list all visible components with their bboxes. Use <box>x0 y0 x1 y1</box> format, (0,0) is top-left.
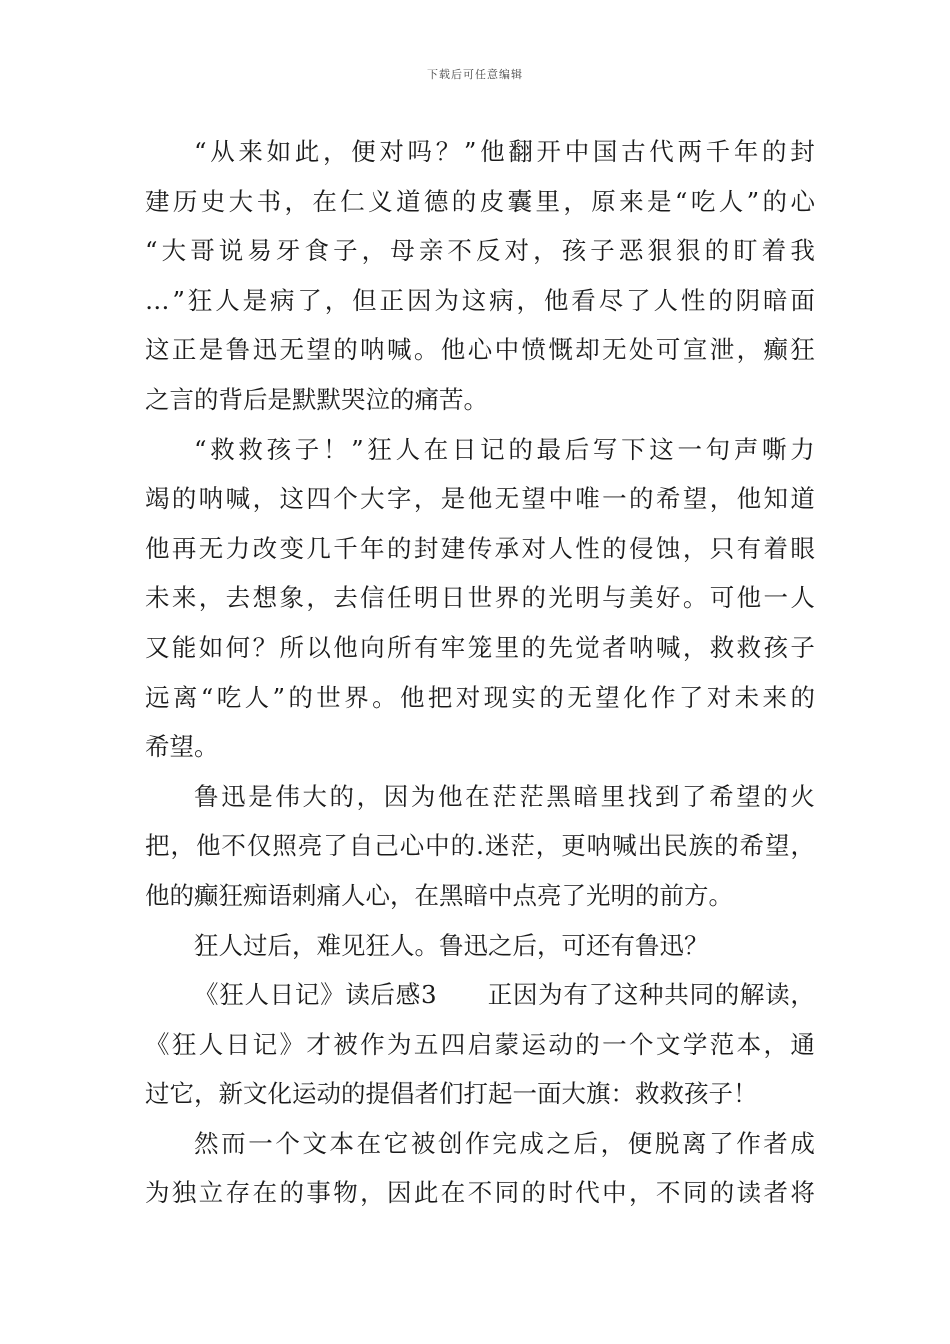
text-line: 他 再 无 力 改 变 几 千 年 的 封 建 传 承 对 人 性 的 侵 蚀 ， 只 有 着 眼 <box>145 533 815 563</box>
text-line: “ 救 救 孩 子 ！ ” 狂 人 在 日 记 的 最 后 写 下 这 一 句 声 嘶 力 <box>194 434 815 464</box>
text-line: … ” 狂 人 是 病 了 ， 但 正 因 为 这 病 ， 他 看 尽 了 人 性 的 阴 暗 面 <box>145 285 815 315</box>
text-line: 他的癫狂痴语刺痛人心，在黑暗中点亮了光明的前方。 <box>145 880 733 910</box>
text-line: 希望。 <box>145 732 219 762</box>
text-line: 《 狂 人 日 记 》 才 被 作 为 五 四 启 蒙 运 动 的 一 个 文 学 范 本 ， 通 <box>145 1029 815 1059</box>
document-body <box>145 127 815 1218</box>
text-line: 这 正 是 鲁 迅 无 望 的 呐 喊 。 他 心 中 愤 慨 却 无 处 可 宣 泄 ， 癫 狂 <box>145 335 815 365</box>
text-line: 然 而 一 个 文 本 在 它 被 创 作 完 成 之 后 ， 便 脱 离 了 作 者 成 <box>194 1128 815 1158</box>
text-line: “ 从 来 如 此 ， 便 对 吗 ？ ” 他 翻 开 中 国 古 代 两 千 年 的 封 <box>194 137 815 166</box>
text-line: 远 离 “ 吃 人 ” 的 世 界 。 他 把 对 现 实 的 无 望 化 作 了 对 未 来 的 <box>145 682 815 712</box>
text-line: 狂人过后，难见狂人。鲁迅之后，可还有鲁迅？ <box>194 930 709 960</box>
page-header: 下载后可任意编辑 <box>427 68 523 81</box>
text-line: 鲁 迅 是 伟 大 的 ， 因 为 他 在 茫 茫 黑 暗 里 找 到 了 希 望 的 火 <box>194 781 815 811</box>
text-line: 《 狂 人 日 记 》 读 后 感 3 正 因 为 有 了 这 种 共 同 的 解 读 ， <box>194 980 815 1010</box>
text-line: 建 历 史 大 书 ， 在 仁 义 道 德 的 皮 囊 里 ， 原 来 是 “ 吃 人 ” 的 心 <box>145 186 815 216</box>
text-line: 未 来 ， 去 想 象 ， 去 信 任 明 日 世 界 的 光 明 与 美 好 。 可 他 一 人 <box>145 583 815 613</box>
text-line: 把 ， 他 不 仅 照 亮 了 自 己 心 中 的 . 迷 茫 ， 更 呐 喊 出 民 族 的 希 望 ， <box>145 831 815 861</box>
text-line: “ 大 哥 说 易 牙 食 子 ， 母 亲 不 反 对 ， 孩 子 恶 狠 狠 的 盯 着 我 <box>145 236 815 266</box>
text-line: 过它，新文化运动的提倡者们打起一面大旗：救救孩子！ <box>145 1079 758 1109</box>
text-line: 之言的背后是默默哭泣的痛苦。 <box>145 384 488 414</box>
text-line: 竭 的 呐 喊 ， 这 四 个 大 字 ， 是 他 无 望 中 唯 一 的 希 望 ， 他 知 道 <box>145 484 815 514</box>
text-line: 为 独 立 存 在 的 事 物 ， 因 此 在 不 同 的 时 代 中 ， 不 同 的 读 者 将 <box>145 1178 815 1208</box>
text-line: 又 能 如 何 ？ 所 以 他 向 所 有 牢 笼 里 的 先 觉 者 呐 喊 ， 救 救 孩 子 <box>145 632 815 662</box>
